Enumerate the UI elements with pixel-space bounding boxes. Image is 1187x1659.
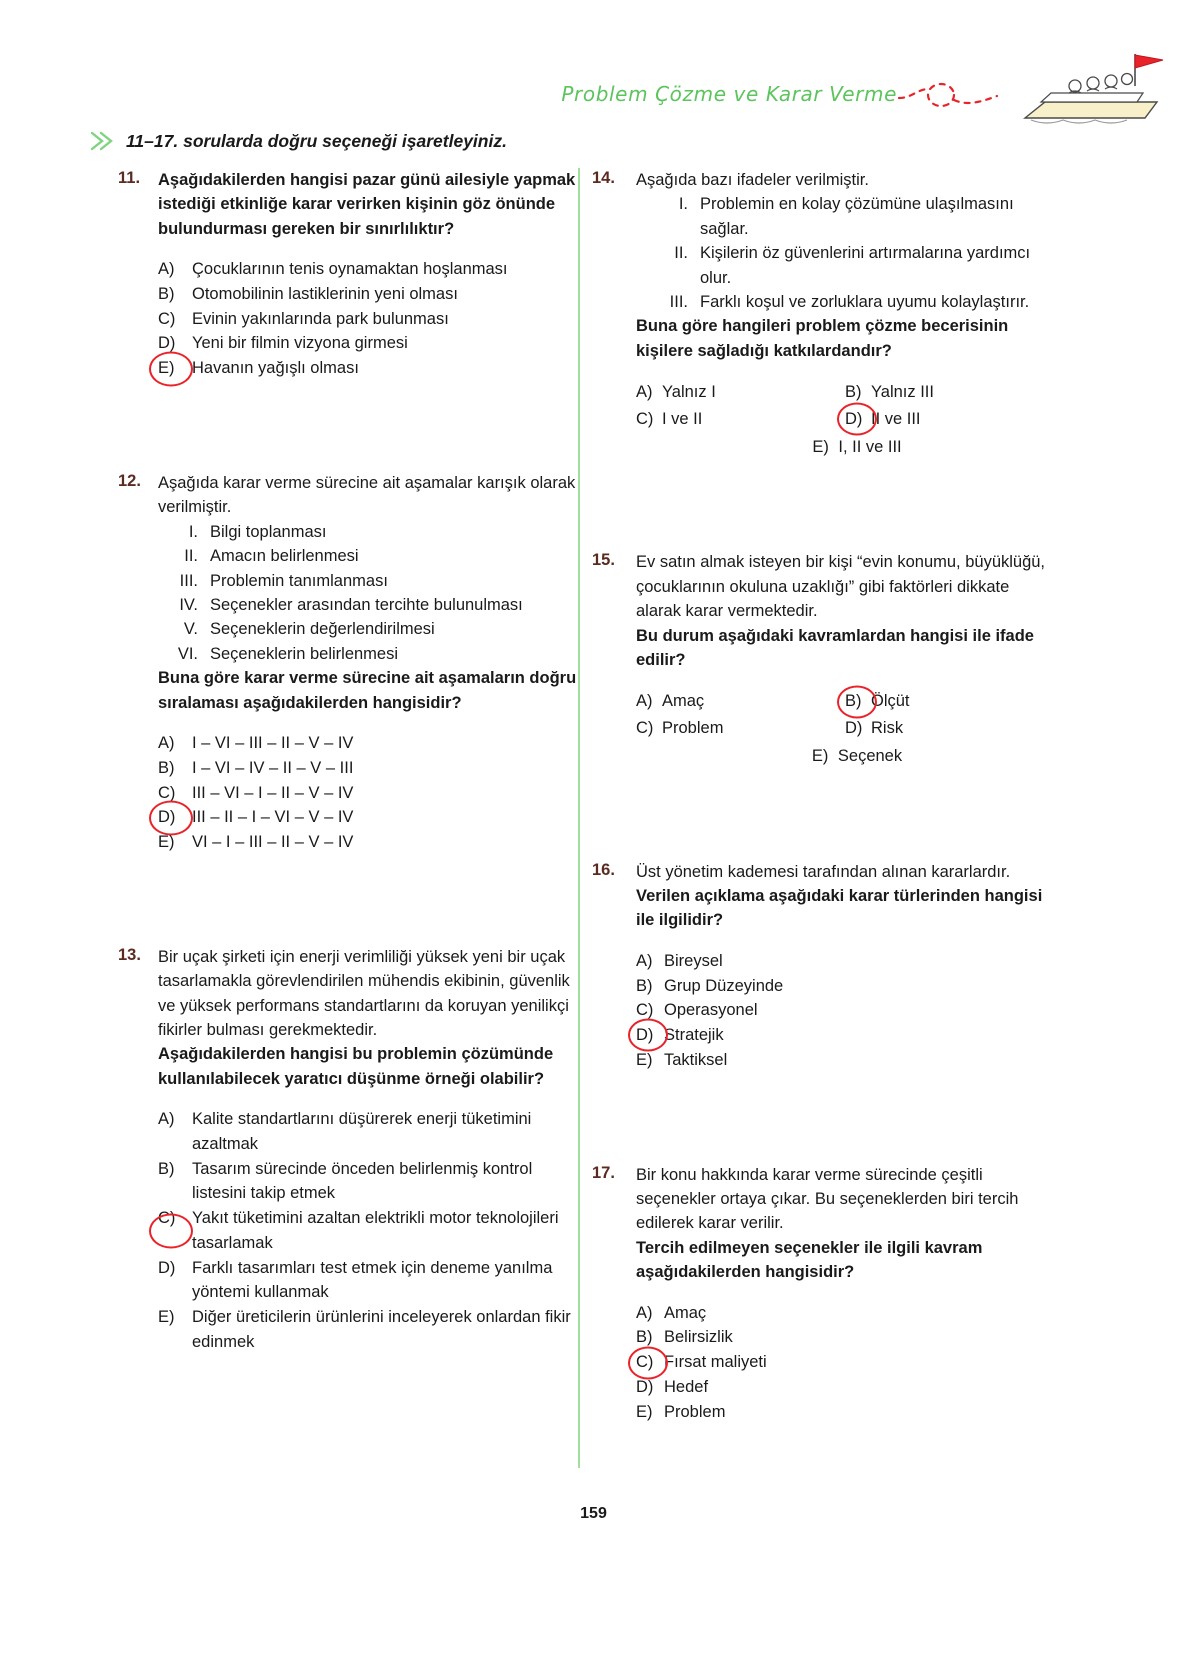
roman-text: Bilgi toplanması — [210, 522, 327, 541]
question-17 — [592, 1163, 1054, 1425]
option-letter: C) — [636, 1350, 664, 1375]
option-letter: C) — [158, 1206, 192, 1256]
left-column — [118, 168, 580, 1361]
option-letter: D) — [158, 1258, 176, 1277]
option-text: I, II ve III — [838, 438, 902, 457]
option-d[interactable] — [636, 1023, 1054, 1048]
question-15 — [592, 550, 1054, 769]
option-c[interactable] — [158, 307, 580, 332]
list-item — [158, 593, 580, 617]
option-text: Grup Düzeyinde — [664, 976, 784, 995]
option-letter: A) — [636, 951, 653, 970]
question-stem: Bir konu hakkında karar verme sürecinde çeşitli seçenekler ortaya çıkar. Bu seçeneklerden biri tercih edilerek karar verilir. — [636, 1165, 1019, 1233]
option-text: Stratejik — [664, 1026, 724, 1045]
option-text: II ve III — [871, 409, 921, 428]
option-text: III – II – I – VI – V – IV — [192, 808, 354, 827]
option-b[interactable] — [158, 756, 580, 781]
option-d[interactable] — [636, 1375, 1054, 1400]
question-11 — [118, 168, 580, 381]
option-letter: D) — [845, 406, 871, 432]
double-chevron-right-icon — [88, 129, 114, 153]
option-text: Diğer üreticilerin ürünlerini inceleyerek onlardan fikir edinmek — [192, 1308, 571, 1351]
option-letter: E) — [811, 747, 829, 766]
roman-numeral: I. — [678, 195, 688, 214]
question-prompt: Aşağıdakilerden hangisi bu problemin çözümünde kullanılabilecek yaratıcı düşünme örneği olabilir? — [158, 1045, 554, 1088]
option-text: Problem — [662, 718, 724, 737]
roman-numeral: II. — [674, 244, 688, 263]
option-letter: E) — [636, 1050, 653, 1069]
roman-numeral: VI. — [177, 644, 198, 663]
right-column — [592, 168, 1054, 1430]
option-text: Farklı tasarımları test etmek için deneme yanılma yöntemi kullanmak — [192, 1258, 553, 1302]
list-item — [158, 544, 580, 568]
option-letter: E) — [158, 356, 192, 381]
question-number: 16. — [592, 860, 615, 879]
option-text: Otomobilinin lastiklerinin yeni olması — [192, 284, 458, 303]
question-number: 15. — [592, 551, 615, 570]
question-prompt: Bu durum aşağıdaki kavramlardan hangisi ile ifade edilir? — [636, 626, 1034, 670]
option-text: Seçenek — [837, 747, 903, 766]
option-letter: C) — [158, 309, 176, 328]
option-text: Taktiksel — [664, 1050, 728, 1069]
option-d[interactable] — [845, 715, 1054, 741]
option-letter: A) — [636, 1303, 653, 1322]
roman-text: Problemin en kolay çözümüne ulaşılmasını sağlar. — [700, 195, 1014, 238]
option-letter: C) — [158, 783, 176, 802]
option-letter: E) — [812, 438, 829, 457]
option-b[interactable] — [158, 282, 580, 307]
option-a[interactable] — [636, 1301, 1054, 1326]
dotted-trail-icon — [897, 76, 1027, 126]
option-c[interactable] — [636, 998, 1054, 1023]
option-text: Havanın yağışlı olması — [192, 359, 359, 378]
option-letter: E) — [636, 1402, 653, 1421]
option-letter: B) — [636, 1328, 653, 1347]
question-stem: Aşağıda karar verme sürecine ait aşamalar karışık olarak verilmiştir. — [158, 473, 576, 517]
roman-numeral-list — [158, 520, 580, 666]
option-letter: E) — [158, 1308, 175, 1327]
list-item — [158, 617, 580, 641]
roman-numeral: II. — [184, 547, 198, 566]
question-prompt: Tercih edilmeyen seçenekler ile ilgili kavram aşağıdakilerden hangisidir? — [636, 1238, 983, 1282]
option-a[interactable] — [636, 949, 1054, 974]
option-b[interactable] — [636, 974, 1054, 999]
option-letter: E) — [158, 833, 175, 852]
question-stem: Aşağıdakilerden hangisi pazar günü ailesiyle yapmak istediği etkinliğe karar verirken kişinin göz önünde bulundurması gereken bir sınırlılıktır? — [158, 171, 576, 238]
option-a[interactable] — [158, 731, 580, 756]
option-letter: B) — [158, 284, 175, 303]
option-text: Belirsizlik — [664, 1328, 733, 1347]
question-stem: Bir uçak şirketi için enerji verimliliği yüksek yeni bir uçak tasarlamakla görevlendirilen mühendis ekibinin, güvenlik ve yüksek performans standartlarını da koruyan yenilikçi fikirler bulması gerekmektedir. — [158, 947, 570, 1039]
roman-numeral: III. — [669, 293, 688, 312]
option-letter: D) — [636, 1023, 664, 1048]
roman-text: Farklı koşul ve zorluklara uyumu kolaylaştırır. — [700, 293, 1030, 312]
option-e[interactable] — [158, 1305, 580, 1355]
option-d[interactable] — [158, 331, 580, 356]
option-e[interactable] — [788, 434, 901, 460]
option-letter: B) — [158, 758, 175, 777]
option-text: III – VI – I – II – V – IV — [192, 783, 354, 802]
option-e[interactable] — [636, 1400, 1054, 1425]
option-text: Operasyonel — [664, 1001, 758, 1020]
option-text: Fırsat maliyeti — [664, 1353, 767, 1372]
option-c[interactable] — [636, 715, 845, 741]
option-a[interactable] — [158, 257, 580, 282]
question-stem: Üst yönetim kademesi tarafından alınan kararlardır. — [636, 862, 1011, 881]
option-letter: C) — [636, 718, 654, 737]
option-b[interactable] — [636, 1325, 1054, 1350]
question-number: 11. — [118, 169, 141, 187]
option-letter: D) — [845, 718, 863, 737]
roman-numeral: IV. — [179, 596, 198, 614]
option-a[interactable] — [636, 379, 845, 405]
roman-numeral-list — [648, 192, 1054, 314]
list-item — [158, 520, 580, 544]
option-text: Yalnız III — [871, 383, 934, 402]
option-text: I – VI – IV – II – V – III — [192, 758, 354, 777]
option-letter: C) — [636, 1001, 654, 1020]
option-text: I ve II — [662, 409, 703, 428]
option-c[interactable] — [158, 781, 580, 806]
question-prompt: Verilen açıklama aşağıdaki karar türlerinden hangisi ile ilgilidir? — [636, 887, 1043, 930]
roman-numeral: I. — [188, 522, 198, 541]
list-item — [158, 642, 580, 666]
option-text: I – VI – III – II – V – IV — [192, 734, 354, 753]
question-stem: Aşağıda bazı ifadeler verilmiştir. — [636, 171, 869, 189]
option-e[interactable] — [636, 1048, 1054, 1073]
list-item — [648, 241, 1054, 290]
option-a[interactable] — [636, 688, 845, 714]
option-d[interactable] — [845, 406, 1054, 432]
option-e[interactable] — [158, 830, 580, 855]
question-16 — [592, 860, 1054, 1073]
option-d[interactable] — [158, 805, 580, 830]
option-c[interactable] — [636, 406, 845, 432]
options-list — [158, 1107, 580, 1355]
option-letter: A) — [158, 734, 175, 753]
options-list — [158, 731, 580, 855]
roman-text: Seçeneklerin belirlenmesi — [210, 644, 399, 663]
option-letter: A) — [158, 1110, 175, 1129]
option-letter: A) — [636, 383, 653, 402]
question-number: 14. — [592, 169, 615, 187]
roman-numeral: V. — [183, 620, 198, 639]
option-text: VI – I – III – II – V – IV — [192, 833, 354, 852]
option-letter: C) — [636, 409, 654, 428]
options-grid — [636, 379, 1054, 460]
option-text: Hedef — [664, 1377, 709, 1396]
option-text: Problem — [664, 1402, 726, 1421]
list-item — [648, 290, 1054, 314]
option-text: Yalnız I — [662, 383, 716, 402]
option-letter: D) — [636, 1377, 654, 1396]
option-e[interactable] — [158, 356, 580, 381]
option-text: Evinin yakınlarında park bulunması — [192, 309, 449, 328]
list-item — [158, 569, 580, 593]
option-text: Bireysel — [664, 951, 723, 970]
option-text: Amaç — [664, 1303, 707, 1322]
option-letter: B) — [845, 383, 862, 402]
option-d[interactable] — [158, 1256, 580, 1306]
option-letter: A) — [158, 260, 175, 279]
instruction-row — [88, 126, 688, 156]
roman-text: Kişilerin öz güvenlerini artırmalarına yardımcı olur. — [700, 244, 1031, 287]
question-number: 13. — [118, 945, 141, 964]
question-number: 17. — [592, 1163, 615, 1182]
option-letter: B) — [845, 688, 871, 714]
option-text: Yeni bir filmin vizyona girmesi — [192, 334, 408, 353]
option-b[interactable] — [845, 379, 1054, 405]
option-letter: A) — [636, 692, 653, 711]
options-grid — [636, 688, 1054, 769]
options-list — [636, 1301, 1054, 1425]
roman-text: Seçeneklerin değerlendirilmesi — [210, 620, 435, 639]
question-12 — [118, 471, 580, 855]
option-letter: B) — [158, 1159, 175, 1178]
option-text: Kalite standartlarını düşürerek enerji tüketimini azaltmak — [192, 1110, 532, 1153]
question-14 — [592, 168, 1054, 460]
roman-numeral: III. — [179, 571, 198, 590]
option-text: Tasarım sürecinde önceden belirlenmiş kontrol listesini takip etmek — [192, 1159, 533, 1203]
question-13 — [118, 945, 580, 1355]
option-a[interactable] — [158, 1107, 580, 1157]
option-b[interactable] — [158, 1157, 580, 1207]
question-number: 12. — [118, 471, 141, 490]
option-b[interactable] — [845, 688, 1054, 714]
option-text: Amaç — [662, 692, 705, 711]
option-letter: B) — [636, 976, 653, 995]
roman-text: Problemin tanımlanması — [210, 571, 388, 590]
question-stem: Ev satın almak isteyen bir kişi “evin konumu, büyüklüğü, çocuklarının okuluna uzaklığı” gibi faktörleri dikkate alarak karar vermektedir. — [636, 553, 1046, 621]
question-prompt: Buna göre hangileri problem çözme becerisinin kişilere sağladığı katkılardandır? — [636, 317, 1009, 360]
question-prompt: Buna göre karar verme sürecine ait aşamaların doğru sıralaması aşağıdakilerden hangisidir? — [158, 669, 577, 712]
option-text: Çocuklarının tenis oynamaktan hoşlanması — [192, 260, 508, 279]
option-c[interactable] — [636, 1350, 1054, 1375]
option-e[interactable] — [788, 743, 902, 769]
option-c[interactable] — [158, 1206, 580, 1256]
page-number: 159 — [580, 1505, 607, 1522]
roman-text: Amacın belirlenmesi — [210, 547, 359, 566]
options-list — [158, 257, 580, 381]
instruction-text: 11–17. sorularda doğru seçeneği işaretleyiniz. — [126, 130, 507, 151]
boat-with-people-illustration — [1017, 46, 1167, 136]
list-item — [648, 192, 1054, 241]
chapter-title: Problem Çözme ve Karar Verme — [561, 82, 897, 106]
options-list — [636, 949, 1054, 1073]
option-text: Ölçüt — [871, 692, 910, 711]
option-text: Risk — [871, 718, 904, 737]
option-letter: D) — [158, 805, 192, 830]
option-text: Yakıt tüketimini azaltan elektrikli motor teknolojileri tasarlamak — [192, 1209, 559, 1252]
option-letter: D) — [158, 334, 176, 353]
roman-text: Seçenekler arasından tercihte bulunulması — [210, 596, 523, 614]
